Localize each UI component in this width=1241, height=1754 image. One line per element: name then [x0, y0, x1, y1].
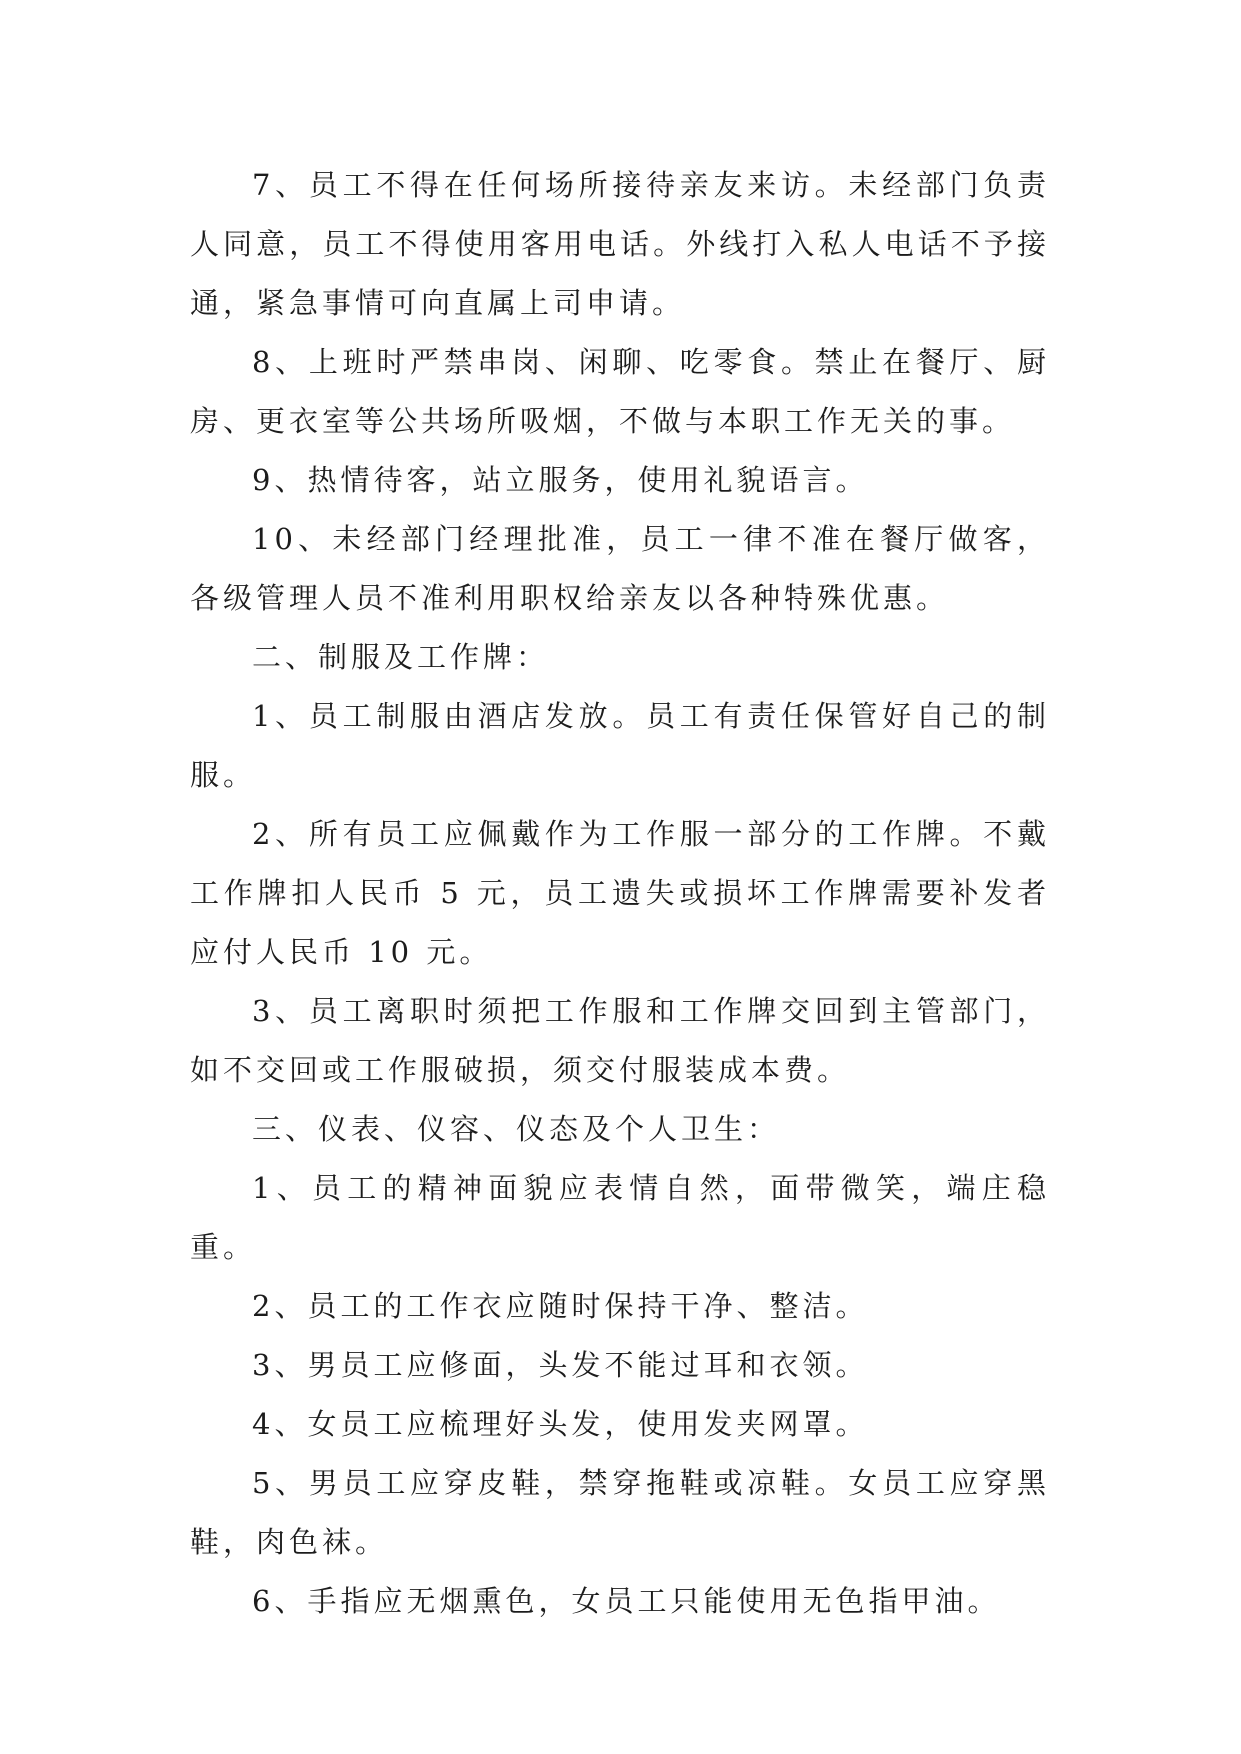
- paragraph-rule-7: 7、员工不得在任何场所接待亲友来访。未经部门负责人同意，员工不得使用客用电话。外线打入私人电话不予接通，紧急事情可向直属上司申请。: [190, 168, 1050, 320]
- paragraph-appearance-6: 6、手指应无烟熏色，女员工只能使用无色指甲油。: [252, 1584, 1001, 1618]
- paragraph-rule-9: 9、热情待客，站立服务，使用礼貌语言。: [252, 463, 869, 497]
- paragraph-uniform-3: 3、员工离职时须把工作服和工作牌交回到主管部门，如不交回或工作服破损，须交付服装成本费。: [190, 994, 1050, 1087]
- document-body: [190, 156, 1050, 1631]
- paragraph-appearance-2: 2、员工的工作衣应随时保持干净、整洁。: [252, 1289, 869, 1323]
- paragraph-appearance-4: 4、女员工应梳理好头发，使用发夹网罩。: [252, 1407, 869, 1441]
- paragraph-rule-8: 8、上班时严禁串岗、闲聊、吃零食。禁止在餐厅、厨房、更衣室等公共场所吸烟，不做与本职工作无关的事。: [190, 345, 1050, 438]
- paragraph-appearance-3: 3、男员工应修面，头发不能过耳和衣领。: [252, 1348, 869, 1382]
- section-heading-appearance: 三、仪表、仪容、仪态及个人卫生：: [252, 1112, 781, 1146]
- paragraph-uniform-2: 2、所有员工应佩戴作为工作服一部分的工作牌。不戴工作牌扣人民币 5 元，员工遗失或损坏工作牌需要补发者应付人民币 10 元。: [190, 817, 1050, 969]
- section-heading-uniform: 二、制服及工作牌：: [252, 640, 550, 674]
- paragraph-appearance-5: 5、男员工应穿皮鞋，禁穿拖鞋或凉鞋。女员工应穿黑鞋，肉色袜。: [190, 1466, 1050, 1559]
- paragraph-rule-10: 10、未经部门经理批准，员工一律不准在餐厅做客，各级管理人员不准利用职权给亲友以各种特殊优惠。: [190, 522, 1050, 615]
- paragraph-appearance-1: 1、员工的精神面貌应表情自然，面带微笑，端庄稳重。: [190, 1171, 1050, 1264]
- paragraph-uniform-1: 1、员工制服由酒店发放。员工有责任保管好自己的制服。: [190, 699, 1050, 792]
